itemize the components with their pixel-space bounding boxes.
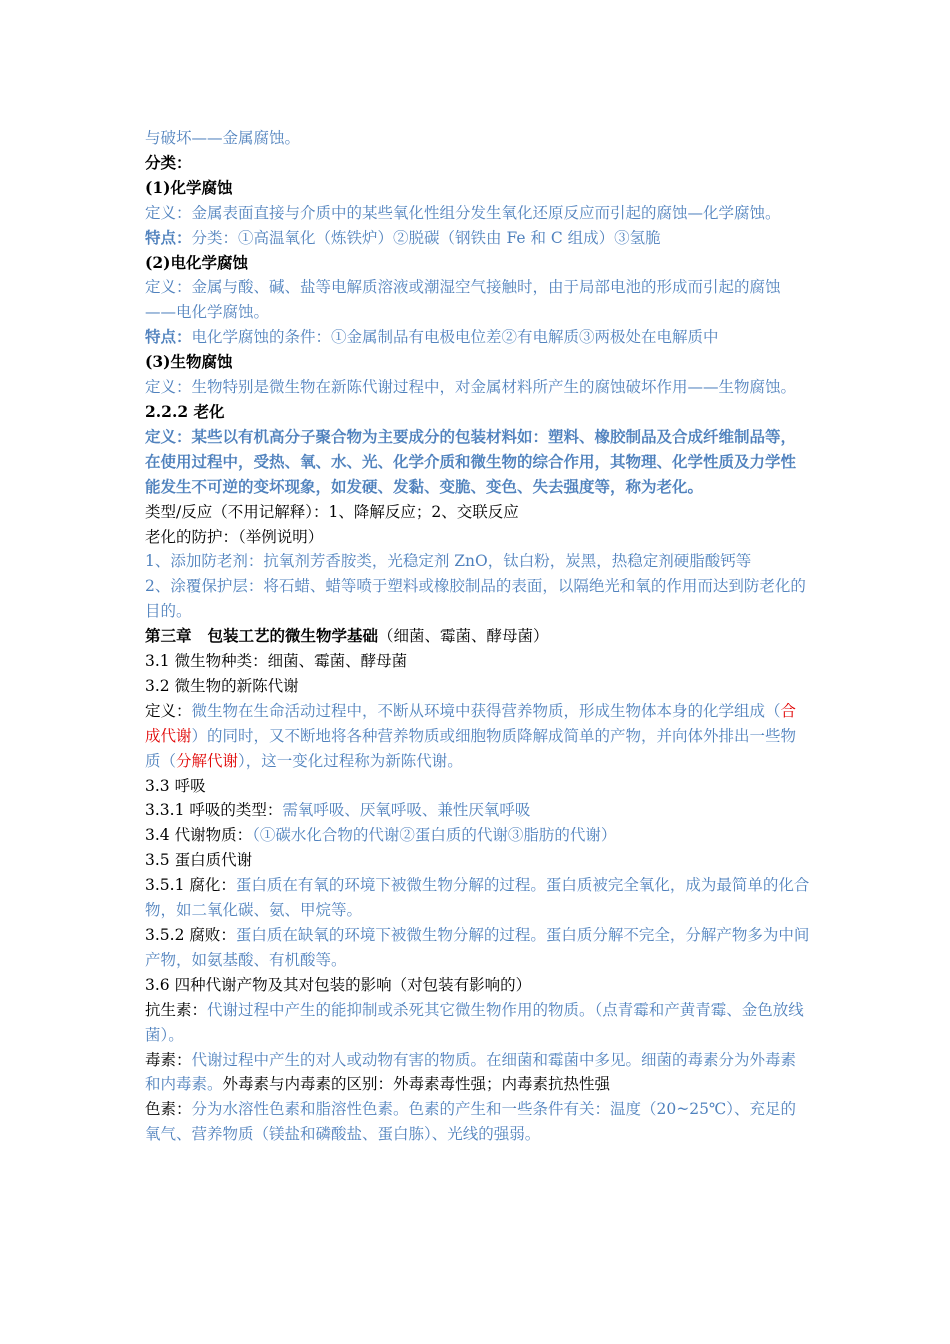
- paragraph: [145, 375, 810, 400]
- text: 分类：①高温氧化（炼铁炉）②脱碳（钢铁由 Fe 和 C 组成）③氢脆: [191, 228, 661, 247]
- paragraph: [145, 1048, 810, 1098]
- section-heading: 3.5 蛋白质代谢: [145, 851, 253, 870]
- label: 特点：: [145, 327, 192, 347]
- paragraph: 老化的防护：（举例说明）: [145, 527, 324, 546]
- label: 3.3.1 呼吸的类型：: [145, 801, 283, 820]
- text: 生物特别是微生物在新陈代谢过程中，对金属材料所产生的腐蚀破坏作用——生物腐蚀。: [191, 378, 797, 397]
- paragraph: [145, 873, 810, 923]
- label: 毒素：: [145, 1050, 192, 1069]
- heading-biological-corrosion: (3)生物腐蚀: [145, 352, 233, 372]
- section-heading: 3.3 呼吸: [145, 776, 206, 795]
- list-item: 1、添加防老剂：抗氧剂芳香胺类，光稳定剂 ZnO，钛白粉，炭黑，热稳定剂硬脂酸钙等: [145, 552, 752, 571]
- text: 代谢过程中产生的能抑制或杀死其它微生物作用的物质。（点青霉和产黄青霉、金色放线菌）。: [145, 1000, 804, 1044]
- paragraph: [145, 699, 810, 774]
- heading-classification: 分类：: [145, 152, 192, 172]
- text: ）的同时，又不断地将各种营养物质或细胞物质降解成简单的产物，并向体外排出一些物质（: [145, 726, 797, 770]
- heading-chemical-corrosion: (1)化学腐蚀: [145, 177, 233, 197]
- label: 3.5.2 腐败：: [145, 926, 236, 944]
- section-heading: 3.2 微生物的新陈代谢: [145, 676, 299, 695]
- chapter-title: 包装工艺的微生物学基础: [207, 626, 379, 646]
- text: 需氧呼吸、厌氧呼吸、兼性厌氧呼吸: [282, 801, 531, 820]
- chapter-heading: [145, 624, 810, 649]
- paragraph: [145, 201, 810, 226]
- text: 微生物在生命活动过程中，不断从环境中获得营养物质，形成生物体本身的化学组成（: [191, 701, 781, 720]
- label: 定义：: [145, 701, 192, 720]
- text: 金属与酸、碱、盐等电解质溶液或潮湿空气接触时，由于局部电池的形成而引起的腐蚀——电化学腐蚀。: [145, 278, 781, 322]
- text: 外毒素与内毒素的区别：外毒素毒性强；内毒素抗热性强: [222, 1075, 611, 1094]
- label: 定义：: [145, 378, 192, 397]
- paragraph: 类型/反应（不用记解释）：1、降解反应；2、交联反应: [145, 502, 519, 521]
- text: （①碳水化合物的代谢②蛋白质的代谢③脂肪的代谢）: [252, 826, 617, 845]
- text: 金属表面直接与介质中的某些氧化性组分发生氧化还原反应而引起的腐蚀—化学腐蚀。: [191, 203, 781, 222]
- chapter-note: （细菌、霉菌、酵母菌）: [378, 627, 549, 646]
- section-heading: 3.6 四种代谢产物及其对包装的影响（对包装有影响的）: [145, 975, 532, 994]
- heading-aging: 2.2.2 老化: [145, 401, 225, 421]
- paragraph: [145, 998, 810, 1048]
- label: 色素：: [145, 1100, 192, 1119]
- paragraph: [145, 798, 810, 823]
- paragraph: [145, 226, 810, 251]
- paragraph: [145, 275, 810, 325]
- paragraph: 3.1 微生物种类：细菌、霉菌、酵母菌: [145, 652, 408, 671]
- text: 蛋白质在缺氧的环境下被微生物分解的过程。蛋白质分解不完全，分解产物多为中间产物，如氨基酸、有机酸等。: [145, 926, 810, 969]
- paragraph: [145, 823, 810, 848]
- label: 3.4 代谢物质：: [145, 826, 253, 845]
- text: 分为水溶性色素和脂溶性色素。色素的产生和一些条件有关：温度（20~25℃）、充足的氧气、营养物质（镁盐和磷酸盐、蛋白胨）、光线的强弱。: [145, 1100, 797, 1144]
- text: 电化学腐蚀的条件：①金属制品有电极电位差②有电解质③两极处在电解质中: [191, 328, 719, 347]
- label: 抗生素：: [145, 1000, 208, 1019]
- paragraph-aging-definition: 定义：某些以有机高分子聚合物为主要成分的包装材料如：塑料、橡胶制品及合成纤维制品等，在使用过程中，受热、氧、水、光、化学介质和微生物的综合作用，其物理、化学性质及力学性能发生不可逆的变坏现象，如发硬、发黏、变脆、变色、失去强度等，称为老化。: [145, 426, 797, 496]
- chapter-number: 第三章: [145, 626, 192, 646]
- highlight: 分解代谢: [176, 751, 239, 770]
- label: 特点：: [145, 227, 192, 247]
- highlight: 合成代谢: [145, 701, 797, 745]
- list-item: 2、涂覆保护层：将石蜡、蜡等喷于塑料或橡胶制品的表面，以隔绝光和氧的作用而达到防老化的目的。: [145, 577, 806, 621]
- label: 3.5.1 腐化：: [145, 876, 236, 895]
- paragraph: [145, 325, 810, 350]
- text: 蛋白质在有氧的环境下被微生物分解的过程。蛋白质被完全氧化，成为最简单的化合物，如二氧化碳、氨、甲烷等。: [145, 876, 810, 920]
- heading-electrochemical-corrosion: (2)电化学腐蚀: [145, 252, 248, 272]
- paragraph: [145, 1097, 810, 1147]
- text: ），这一变化过程称为新陈代谢。: [238, 751, 463, 770]
- paragraph: 与破坏——金属腐蚀。: [145, 129, 301, 147]
- document-body: [145, 126, 810, 1147]
- label: 定义：: [145, 203, 192, 222]
- paragraph: [145, 923, 810, 973]
- text: 代谢过程中产生的对人或动物有害的物质。在细菌和霉菌中多见。细菌的毒素分为外毒素和内毒素。: [145, 1050, 797, 1094]
- label: 定义：: [145, 278, 192, 297]
